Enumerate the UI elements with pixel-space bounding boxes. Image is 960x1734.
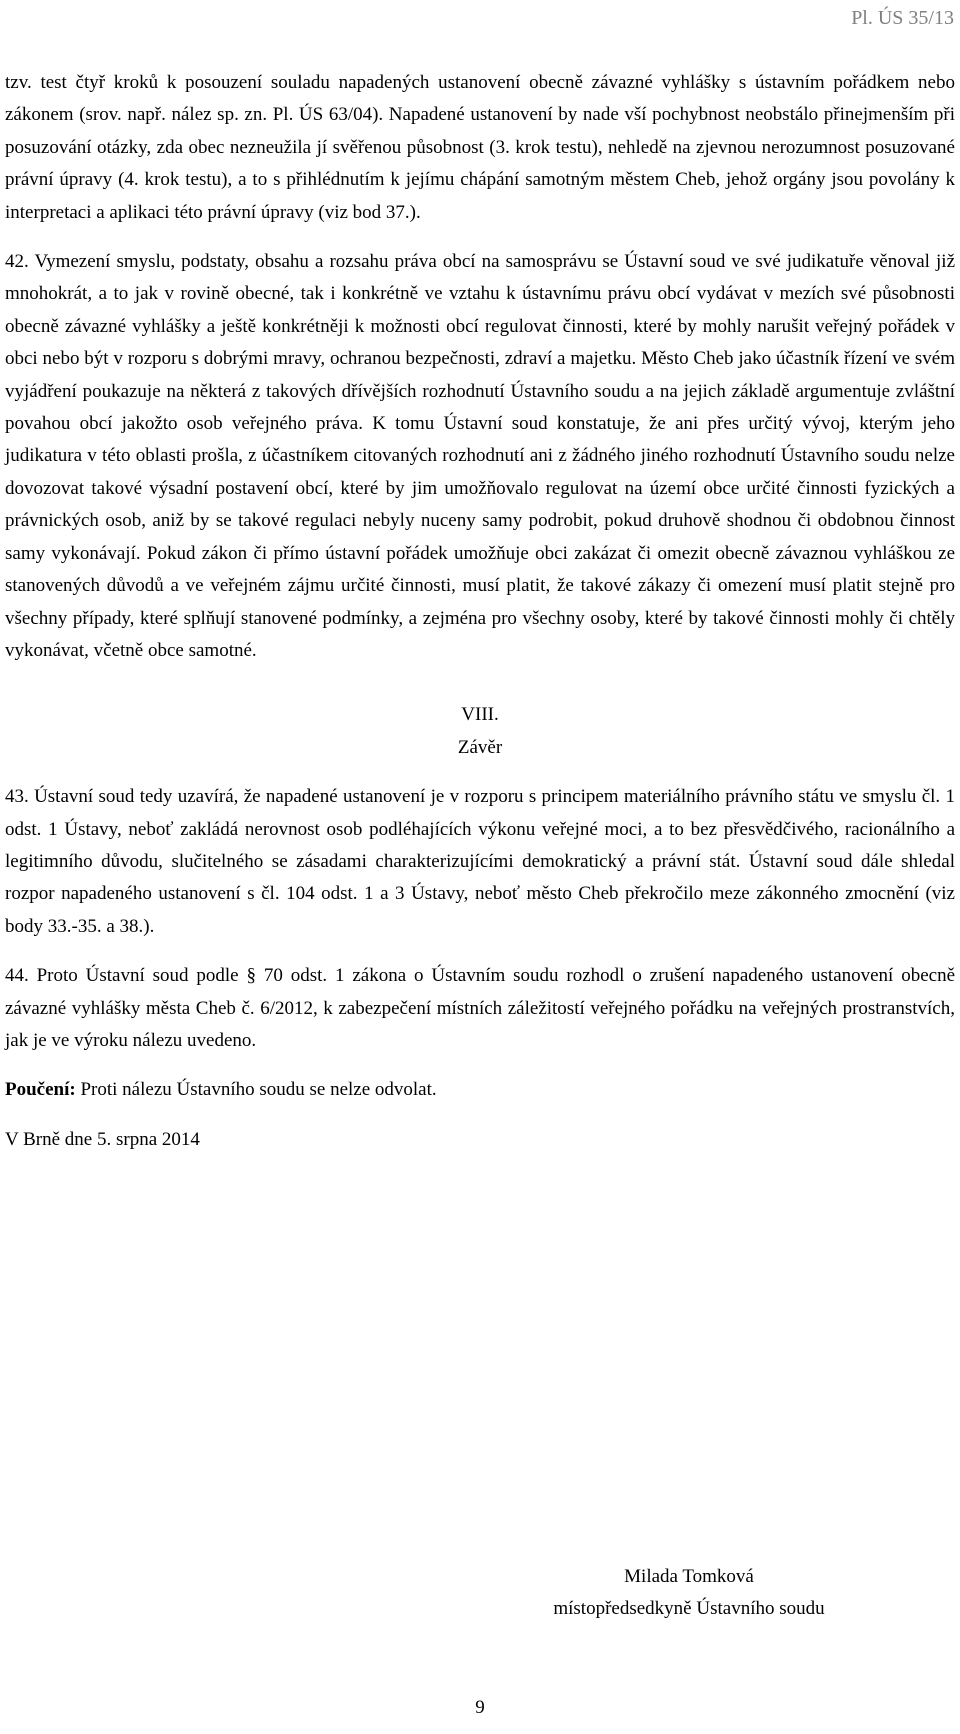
place-and-date: V Brně dne 5. srpna 2014 bbox=[5, 1128, 200, 1150]
signatory-title: místopředsedkyně Ústavního soudu bbox=[553, 1598, 825, 1620]
signatory-name: Milada Tomková bbox=[624, 1566, 754, 1587]
paragraph-44: 44. Proto Ústavní soud podle § 70 odst. 1 zákona o Ústavním soudu rozhodl o zrušení napadeného ustanovení obecně závazné vyhlášky města Cheb č. 6/2012, k zabezpečení místních záležitostí veřejného pořádku na veřejných prostranstvích, jak je ve výroku nálezu uvedeno. bbox=[5, 965, 955, 1051]
section-title: Závěr bbox=[457, 736, 503, 758]
section-number: VIII. bbox=[461, 704, 499, 726]
signature-block bbox=[500, 1561, 878, 1626]
paragraph-42: 42. Vymezení smyslu, podstaty, obsahu a rozsahu práva obcí na samosprávu se Ústavní soud ve své judikatuře věnoval již mnohokrát, a to jak v rovině obecné, tak i konkrétně ve vztahu k ústavnímu právu obcí vydávat v mezích své působnosti obecně závazné vyhlášky a ještě konkrétněji k možnosti obcí regulovat činnosti, které by mohly narušit veřejný pořádek v obci nebo být v rozporu s dobrými mravy, ochranou bezpečnosti, zdraví a majetku. Město Cheb jako účastník řízení ve svém vyjádření poukazuje na některá z takových dřívějších rozhodnutí Ústavního soudu a na jejich základě argumentuje zvláštní povahou obcí jakožto osob veřejného práva. K tomu Ústavní soud konstatuje, že ani přes určitý vývoj, kterým jeho judikatura v této oblasti prošla, z účastníkem citovaných rozhodnutí ani z žádného jiného rozhodnutí Ústavního soudu nelze dovozovat takové výsadní postavení obcí, které by jim umožňovalo regulovat na území obce určité činnosti fyzických a právnických osob, aniž by se takové regulaci nebyly nuceny samy podrobit, pokud druhově shodnou či obdobnou činnost samy vykonávají. Pokud zákon či přímo ústavní pořádek umožňuje obci zakázat či omezit obecně závaznou vyhláškou ze stanovených důvodů a ve veřejném zájmu určité činnosti, musí platit, že takové zákazy či omezení musí platit stejně pro všechny případy, které splňují stanovené podmínky, a zejména pro všechny osoby, které by takové činnosti mohly či chtěly vykonávat, včetně obce samotné. bbox=[5, 251, 955, 661]
paragraph-41-continuation: tzv. test čtyř kroků k posouzení souladu napadených ustanovení obecně závazné vyhlášky s ústavním pořádkem nebo zákonem (srov. např. nález sp. zn. Pl. ÚS 63/04). Napadené ustanovení by nade vší pochybnost neobstálo přinejmenším při posuzování otázky, zda obec nezneužila jí svěřenou působnost (3. krok testu), nehledě na zjevnou nerozumnost posuzované právní úpravy (4. krok testu), a to s přihlédnutím k jejímu chápání samotným městem Cheb, jehož orgány jsou povolány k interpretaci a aplikaci této právní úpravy (viz bod 37.). bbox=[5, 72, 955, 223]
page-number: 9 bbox=[475, 1697, 485, 1718]
document-body bbox=[5, 67, 955, 1156]
case-reference-header: Pl. ÚS 35/13 bbox=[851, 7, 954, 29]
paragraph-43: 43. Ústavní soud tedy uzavírá, že napadené ustanovení je v rozporu s principem materiálního právního státu ve smyslu čl. 1 odst. 1 Ústavy, neboť zakládá nerovnost osob podléhajících výkonu veřejné moci, a to bez přesvědčivého, racionálního a legitimního důvodu, slučitelného se zásadami charakterizujícími demokratický a právní stát. Ústavní soud dále shledal rozpor napadeného ustanovení s čl. 104 odst. 1 a 3 Ústavy, neboť město Cheb překročilo meze zákonného zmocnění (viz body 33.-35. a 38.). bbox=[5, 786, 955, 937]
instruction-label: Poučení: bbox=[5, 1079, 76, 1101]
instruction-text: Proti nálezu Ústavního soudu se nelze odvolat. bbox=[75, 1079, 437, 1101]
instruction-line bbox=[5, 1074, 955, 1106]
